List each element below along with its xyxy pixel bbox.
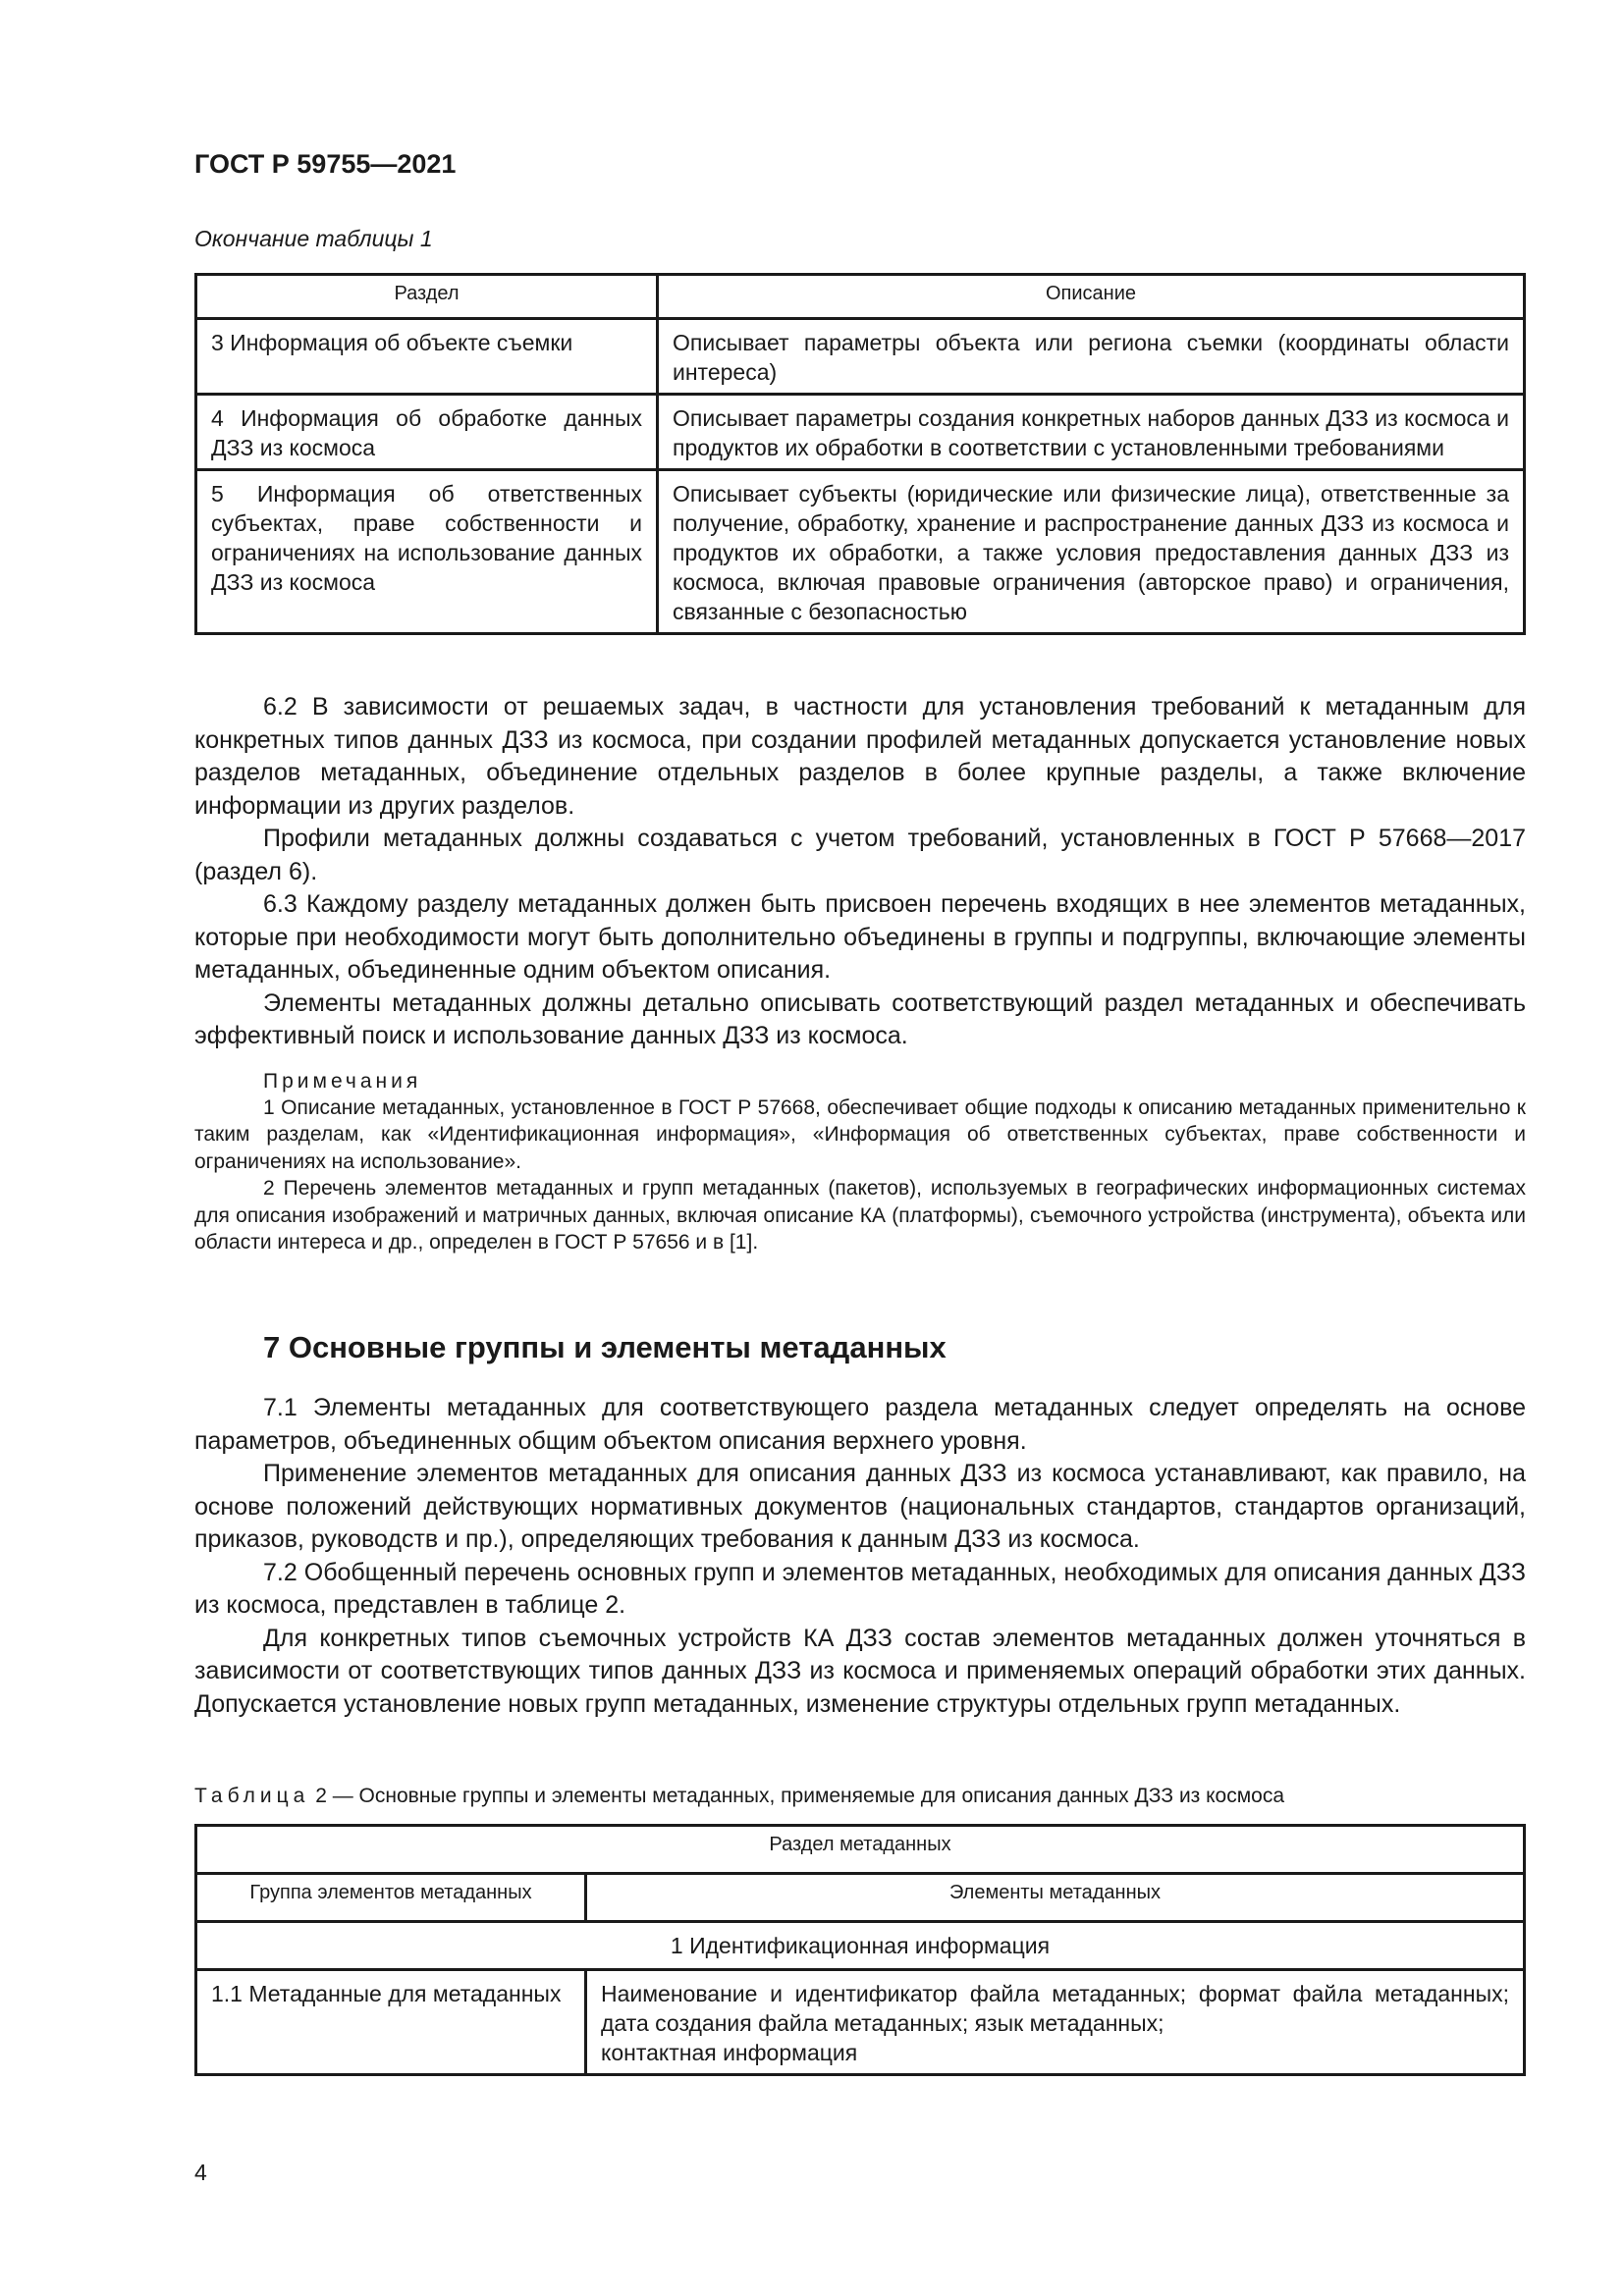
table-cell-elements	[586, 1970, 1525, 2075]
table-cell-section: 3 Информация об объекте съемки	[196, 319, 658, 395]
table-1	[194, 273, 1526, 635]
table-row	[196, 470, 1525, 634]
elements-text-cont: контактная информация	[601, 2040, 858, 2065]
table-cell-description: Описывает субъекты (юридические или физические лица), ответственные за получение, обработку, хранение и распространение данных ДЗЗ из космоса и продуктов их обработки, а также условия предоставления данных ДЗЗ из космоса, включая правовые ограничения (авторское право) и ограничения, связанные с безопасностью	[658, 470, 1525, 634]
table-section-cell: 1 Идентификационная информация	[196, 1922, 1525, 1970]
paragraph: Для конкретных типов съемочных устройств КА ДЗЗ состав элементов метаданных должен уточняться в зависимости от соответствующих типов данных ДЗЗ из космоса и применяемых операций обработки этих данных. Допускается установление новых групп метаданных, изменение структуры отдельных групп метаданных.	[194, 1624, 1526, 1718]
table-section-row	[196, 1922, 1525, 1970]
table-caption-label: Таблица	[194, 1785, 310, 1807]
paragraph: Элементы метаданных должны детально описывать соответствующий раздел метаданных и обеспечивать эффективный поиск и использование данных ДЗЗ из космоса.	[194, 988, 1526, 1049]
table-cell-section: 5 Информация об ответственных субъектах, праве собственности и ограничениях на использование данных ДЗЗ из космоса	[196, 470, 658, 634]
column-header: Раздел метаданных	[196, 1826, 1525, 1874]
table-row	[196, 395, 1525, 470]
table-1-header-row	[196, 275, 1525, 319]
table-2-top-header-row	[196, 1826, 1525, 1874]
section-heading: 7 Основные группы и элементы метаданных	[263, 1330, 947, 1364]
elements-text: Наименование и идентификатор файла метаданных; формат файла метаданных; дата создания файла метаданных; язык метаданных;	[601, 1981, 1509, 2036]
table-2-caption	[194, 1785, 1526, 1808]
column-header: Раздел	[196, 275, 658, 319]
paragraph: Применение элементов метаданных для описания данных ДЗЗ из космоса устанавливают, как правило, на основе положений действующих нормативных документов (национальных стандартов, стандартов организаций, приказов, руководств и пр.), определяющих требования к данным ДЗЗ из космоса.	[194, 1460, 1526, 1553]
table-continuation-label: Окончание таблицы 1	[194, 226, 433, 251]
column-header: Описание	[658, 275, 1525, 319]
table-row	[196, 1970, 1525, 2075]
table-cell-description: Описывает параметры объекта или региона съемки (координаты области интереса)	[658, 319, 1525, 395]
paragraph: Профили метаданных должны создаваться с учетом требований, установленных в ГОСТ Р 57668—2017 (раздел 6).	[194, 825, 1526, 885]
table-caption-text: 2 — Основные группы и элементы метаданных, применяемые для описания данных ДЗЗ из космоса	[315, 1785, 1285, 1807]
paragraph: 6.2 В зависимости от решаемых задач, в частности для установления требований к метаданным для конкретных типов данных ДЗЗ из космоса, при создании профилей метаданных допускается установление новых разделов метаданных, объединение отдельных разделов в более крупные разделы, а также включение информации из других разделов.	[194, 693, 1526, 820]
table-cell-group: 1.1 Метаданные для метаданных	[196, 1970, 586, 2075]
table-row	[196, 319, 1525, 395]
section-6-text	[194, 691, 1526, 1256]
note: 2 Перечень элементов метаданных и групп метаданных (пакетов), используемых в географических информационных системах для описания изображений и матричных данных, включая описание КА (платформы), съемочного устройства (инструмента), объекта или области интереса и др., определен в ГОСТ Р 57656 и в [1].	[194, 1177, 1526, 1254]
notes-heading: Примечания	[263, 1069, 422, 1093]
table-cell-description: Описывает параметры создания конкретных наборов данных ДЗЗ из космоса и продуктов их обработки в соответствии с установленными требованиями	[658, 395, 1525, 470]
section-7-text	[194, 1392, 1526, 1721]
document-code: ГОСТ Р 59755—2021	[194, 149, 457, 179]
table-cell-section: 4 Информация об обработке данных ДЗЗ из космоса	[196, 395, 658, 470]
column-header: Группа элементов метаданных	[196, 1874, 586, 1922]
paragraph: 7.2 Обобщенный перечень основных групп и элементов метаданных, необходимых для описания данных ДЗЗ из космоса, представлен в таблице 2.	[194, 1558, 1526, 1619]
table-2	[194, 1824, 1526, 2076]
table-2-header-row	[196, 1874, 1525, 1922]
column-header: Элементы метаданных	[586, 1874, 1525, 1922]
paragraph: 7.1 Элементы метаданных для соответствующего раздела метаданных следует определять на основе параметров, объединенных общим объектом описания верхнего уровня.	[194, 1394, 1526, 1455]
page-number: 4	[194, 2160, 207, 2185]
note: 1 Описание метаданных, установленное в ГОСТ Р 57668, обеспечивает общие подходы к описанию метаданных применительно к таким разделам, как «Идентификационная информация», «Информация об ответственных субъектах, праве собственности и ограничениях на использование».	[194, 1095, 1526, 1173]
paragraph: 6.3 Каждому разделу метаданных должен быть присвоен перечень входящих в нее элементов метаданных, которые при необходимости могут быть дополнительно объединены в группы и подгруппы, включающие элементы метаданных, объединенные одним объектом описания.	[194, 890, 1526, 984]
